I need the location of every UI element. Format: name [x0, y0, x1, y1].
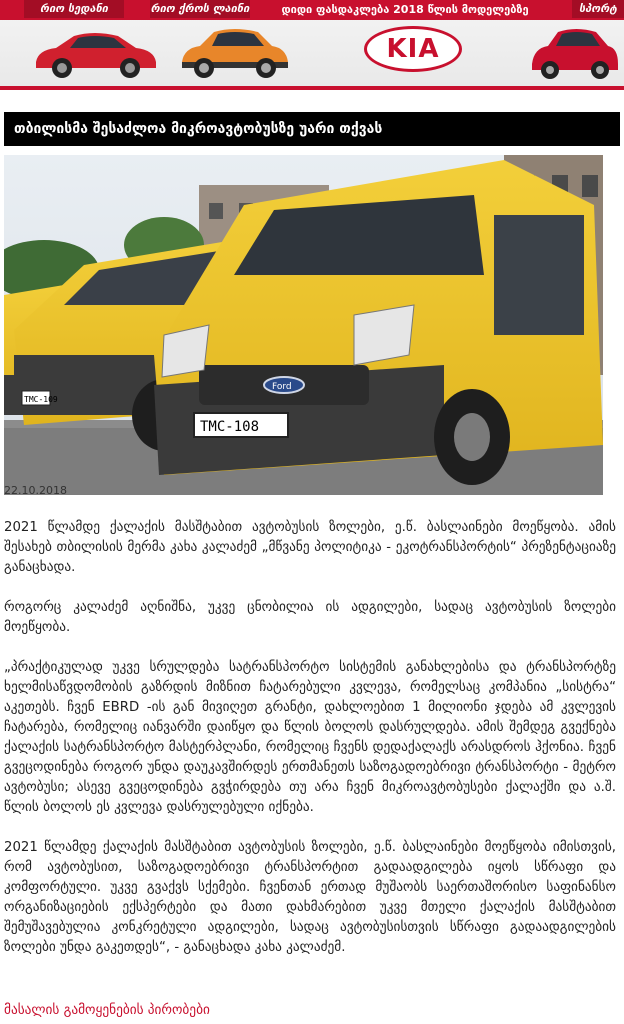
plate-small-text: TMC-109 [24, 395, 58, 404]
banner-tag-rio-sedan: რიო სედანი [24, 0, 124, 18]
article-paragraph-3: „პრაქტიკულად უკვე სრულდება სატრანსპორტო სისტემის განახლებისა და ტრანსპორტზე ხელმისაწვდომობის გაზრდის მიზნით ჩატარებული კვლევა, რომელსაც კომპანია „სისტრა“ აკეთებს. ჩვენ EBRD -ის გან მივიღეთ გრანტი, დახლოებით 1 მილიონი ჯდება ამ კვლევის ჩატარება, რომელიც იანვარში დაიწყო და წლის ბოლოს დასრულდება. ამის შემდეგ გვექნება ქალაქის სატრანსპორტო მასტერპლანი, რომელიც ჩვენს დედაქალაქს არასდროს ჰქონია. ჩვენ გვეცოდინება როგორ უნდა დაუკავშირდეს ერთმანეთს საზოგადოებრივი ტრანსპორტი - მეტრო ავტობუსი; ასევე გვეცოდინება გვჭირდება თუ არა ჩვენ მიკროავტობუსები ქალაქში და ა.შ. წლის ბოლოს ეს კვლევა დასრულებული იქნება. [4, 660, 616, 815]
red-sedan-car-icon [30, 24, 160, 82]
article-title: თბილისმა შესაძლოა მიკროავტობუსზე უარი თქვას [4, 112, 620, 146]
banner-tag-sport: სპორტ [572, 0, 624, 18]
terms-of-use-link[interactable]: მასალის გამოყენების პირობები [4, 1003, 210, 1018]
ford-badge-text: Ford [272, 382, 292, 392]
kia-ad-banner[interactable] [0, 0, 624, 90]
plate-main-text: TMC-108 [200, 419, 260, 435]
article-paragraph-2: როგორც კალაძემ აღნიშნა, უკვე ცნობილია ის ადგილები, სადაც ავტობუსის ზოლები მოეწყობა. [4, 600, 616, 635]
orange-crossover-car-icon [178, 22, 290, 82]
article-date-wrapper [4, 479, 204, 497]
banner-promo-text: დიდი ფასდაკლება 2018 წლის მოდელებზე [281, 3, 529, 16]
banner-tag-rio-cross: რიო ქროს ლაინი [150, 0, 250, 18]
article-body [4, 518, 616, 958]
red-suv-car-icon [530, 24, 620, 82]
article-date: 22.10.2018 [4, 484, 67, 497]
kia-logo: KIA [364, 26, 462, 72]
article-photo [4, 155, 603, 495]
article-paragraph-4: 2021 წლამდე ქალაქის მასშტაბით ავტობუსის ზოლები, ე.წ. ბასლაინები მოეწყობა იმისთვის, რომ ავტობუსით, საზოგადოებრივი ტრანსპორტით გადაადგილება იყოს სწრაფი და კომფორტული. უკვე გვაქვს სქემები. ჩვენთან ერთად მუშაობს საერთაშორისო საფინანსო ორგანიზაციების ექსპერტები და მათი დახმარებით უკვე მთელი ქალაქის მასშტაბით შემუშავებულია კონკრეტული ადგილები, სადაც ავტობუსისთვის სწრაფი გადაადგილების ზოლები უნდა გაკეთდეს“, - განაცხადა კახა კალაძემ. [4, 840, 616, 955]
article-paragraph-1: 2021 წლამდე ქალაქის მასშტაბით ავტობუსის ზოლები, ე.წ. ბასლაინები მოეწყობა. ამის შესახებ თბილისის მერმა კახა კალაძემ „მწვანე პოლიტიკა - ეკოტრანსპორტის“ პრეზენტაციაზე განაცხადა. [4, 520, 616, 575]
yellow-minibus-image [4, 155, 603, 495]
